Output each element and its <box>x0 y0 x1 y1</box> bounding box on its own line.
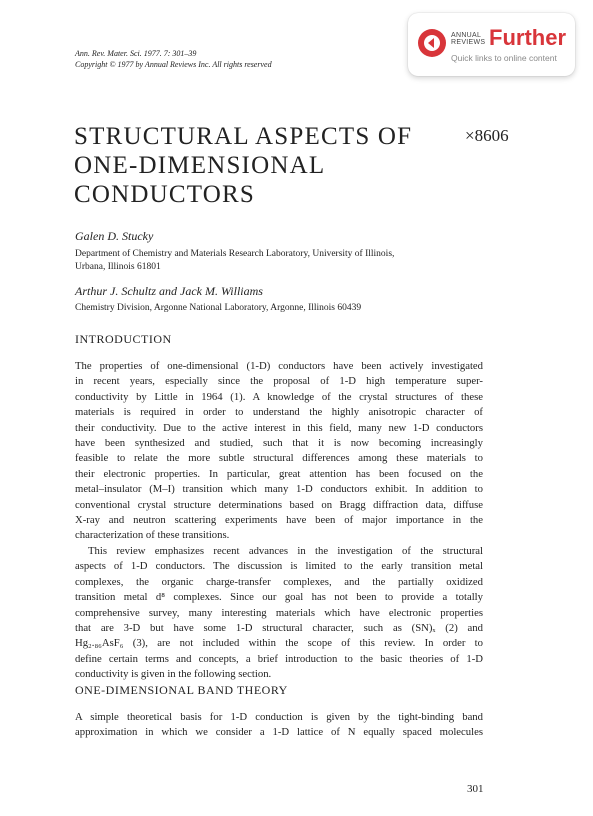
affiliation-line: Department of Chemistry and Materials Research Laboratory, University of Illinois, <box>75 249 395 259</box>
text-line: A simple theoretical basis for 1-D conduction is given by the tight-binding band <box>75 711 483 723</box>
reviews-label: REVIEWS <box>451 39 486 46</box>
annual-reviews-further-badge[interactable] <box>408 13 575 76</box>
author-name: Arthur J. Schultz and Jack M. Williams <box>75 284 263 298</box>
text-line: conductivity is given in the following section. <box>75 668 272 681</box>
section-heading-band-theory: ONE-DIMENSIONAL BAND THEORY <box>75 683 288 697</box>
text-line: conventional crystal structure determinations based on Bragg diffraction data, diffuse <box>75 498 483 511</box>
text-line: complexes, the organic charge-transfer complexes, and the partially oxidized <box>75 575 483 588</box>
text-line: The properties of one-dimensional (1-D) conductors have been actively investigated <box>75 360 483 372</box>
author-affiliation <box>75 248 394 274</box>
section-heading-introduction: INTRODUCTION <box>75 332 172 346</box>
affiliation-line: Urbana, Illinois 61801 <box>75 262 161 272</box>
further-label: Further <box>489 25 566 50</box>
text-line: approximation in which we consider a 1-D lattice of N equally spaced molecules <box>75 726 483 739</box>
text-line: that are 3-D but have some 1-D structural character, such as (SN)ₓ (2) and <box>75 622 483 635</box>
text-line: transition metal d⁸ complexes. Since our goal has not been to provide a totally <box>75 591 483 604</box>
journal-citation: Ann. Rev. Mater. Sci. 1977. 7: 301–39 <box>75 49 197 58</box>
text-line: X-ray and neutron scattering experiments have been of major importance in the <box>75 514 483 527</box>
text-line: metal–insulator (M–I) transition which many 1-D conductors exhibit. In addition to <box>75 483 483 496</box>
text-line: in recent years, especially since the proposal of 1-D high temperature super- <box>75 375 483 388</box>
further-logo-icon <box>417 28 447 58</box>
text-line: characterization of these transitions. <box>75 529 230 542</box>
paragraph <box>75 359 483 544</box>
title-line: ONE-DIMENSIONAL <box>74 152 326 179</box>
annual-label: ANNUAL <box>451 32 482 39</box>
copyright-line: Copyright © 1977 by Annual Reviews Inc. All rights reserved <box>75 60 272 69</box>
text-line: conductivity by Little in 1964 (1). A knowledge of the crystal structures of these <box>75 390 483 403</box>
paragraph <box>75 710 483 741</box>
text-line: feasible to relate the more subtle structural differences among these materials to <box>75 452 483 465</box>
text-line: define certain terms and concepts, a brief introduction to the basic theories of 1-D <box>75 652 483 665</box>
annual-reviews-wordmark <box>451 32 485 46</box>
text-line: their electronic properties. In particular, great attention has been focused on the <box>75 467 483 480</box>
author-name: Galen D. Stucky <box>75 229 154 243</box>
text-line: comprehensive survey, many interesting materials which have electronic properties <box>75 606 483 619</box>
text-line: This review emphasizes recent advances in the investigation of the structural <box>88 545 483 557</box>
article-title <box>74 122 412 209</box>
text-line: their conductivity. Due to the active interest in this field, many new 1-D conductors <box>75 421 483 434</box>
title-line: CONDUCTORS <box>74 181 256 208</box>
paragraph <box>75 544 483 683</box>
page-number: 301 <box>467 783 484 795</box>
journal-header <box>75 48 272 70</box>
title-line: STRUCTURAL ASPECTS OF <box>74 123 413 150</box>
reference-number: ×8606 <box>465 126 509 145</box>
author-affiliation <box>75 302 361 315</box>
text-line: materials is required in order to understand the highly anisotropic character of <box>75 406 483 419</box>
text-line: Hg₂.₈₆AsF₆ (3), are not included within the scope of this review. In order to <box>75 637 483 650</box>
text-line: aspects of 1-D conductors. The discussion is limited to the early transition metal <box>75 560 483 573</box>
affiliation-line: Chemistry Division, Argonne National Laboratory, Argonne, Illinois 60439 <box>75 303 362 313</box>
further-tagline: Quick links to online content <box>451 53 557 63</box>
text-line: have been synthesized and studied, such that it is now becoming increasingly <box>75 437 483 450</box>
